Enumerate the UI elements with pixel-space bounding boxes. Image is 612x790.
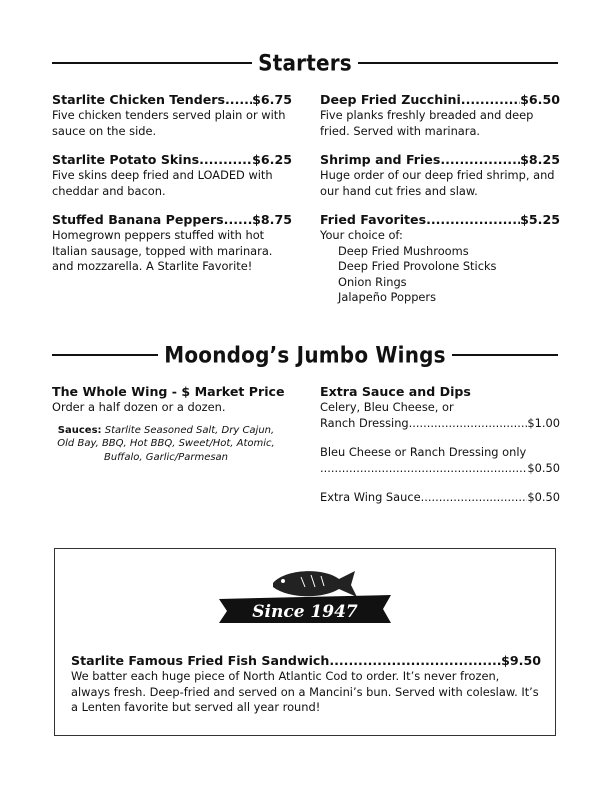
extra-line-5: Extra Wing Sauce ..... $0.50 bbox=[320, 490, 560, 506]
fried-favorites-options bbox=[320, 244, 560, 306]
starters-header bbox=[52, 48, 558, 78]
item-price: $8.75 bbox=[252, 212, 292, 227]
header-rule-left bbox=[52, 62, 252, 64]
item-name: Starlite Chicken Tenders bbox=[52, 92, 225, 107]
starters-title: Starters bbox=[258, 49, 352, 77]
whole-wing-name: The Whole Wing - $ Market Price bbox=[52, 384, 285, 399]
item-description: Five skins deep fried and LOADED with cheddar and bacon. bbox=[52, 168, 273, 198]
wings-title: Moondog’s Jumbo Wings bbox=[164, 341, 446, 369]
item-name: Fried Favorites bbox=[320, 212, 427, 227]
menu-item bbox=[320, 92, 560, 139]
menu-item bbox=[52, 212, 292, 275]
extra-line-4 bbox=[320, 461, 560, 477]
sauces-list bbox=[52, 424, 280, 465]
wings-left-column bbox=[52, 384, 292, 464]
item-name: Starlite Famous Fried Fish Sandwich bbox=[71, 653, 330, 668]
item-price: $1.00 bbox=[527, 415, 560, 430]
list-item: Deep Fried Mushrooms bbox=[338, 243, 469, 258]
item-price: $8.25 bbox=[520, 152, 560, 167]
header-rule-right bbox=[452, 354, 558, 356]
sauces-text: Starlite Seasoned Salt, Dry Cajun, Old Bay, BBQ, Hot BBQ, Sweet/Hot, Atomic, Buffalo, Garlic/Parmesan bbox=[57, 424, 275, 463]
wings-right-column bbox=[320, 384, 560, 506]
list-item: Onion Rings bbox=[338, 274, 407, 289]
item-name: Starlite Potato Skins bbox=[52, 152, 200, 167]
menu-item bbox=[52, 92, 292, 139]
extra-line-3: Bleu Cheese or Ranch Dressing only bbox=[320, 445, 527, 459]
item-price: $6.25 bbox=[252, 152, 292, 167]
item-description: Homegrown peppers stuffed with hot Italian sausage, topped with marinara. and mozzarella. A Starlite Favorite! bbox=[52, 228, 273, 273]
item-name: Stuffed Banana Peppers bbox=[52, 212, 224, 227]
list-item: Deep Fried Provolone Sticks bbox=[338, 259, 497, 273]
fish-icon bbox=[273, 571, 357, 597]
extra-sauce-title: Extra Sauce and Dips bbox=[320, 384, 471, 399]
list-item: Jalapeño Poppers bbox=[338, 290, 437, 304]
item-description: Five planks freshly breaded and deep fried. Served with marinara. bbox=[320, 108, 534, 138]
featured-box bbox=[54, 548, 556, 736]
menu-item bbox=[52, 152, 292, 199]
header-rule-right bbox=[358, 62, 558, 64]
featured-item bbox=[71, 653, 541, 716]
item-price: $9.50 bbox=[501, 653, 541, 668]
item-price: $6.50 bbox=[520, 92, 560, 107]
menu-item bbox=[320, 212, 560, 306]
sauces-label: Sauces: bbox=[57, 424, 102, 436]
item-name: Shrimp and Fries bbox=[320, 152, 441, 167]
logo-text: Since 1947 bbox=[252, 602, 358, 622]
starters-left-column bbox=[52, 92, 292, 288]
item-description: Huge order of our deep fried shrimp, and our hand cut fries and slaw. bbox=[320, 168, 555, 198]
item-name: Deep Fried Zucchini bbox=[320, 92, 461, 107]
header-rule-left bbox=[52, 354, 158, 356]
wings-header bbox=[52, 340, 558, 370]
menu-item bbox=[320, 152, 560, 199]
extra-line-2: Ranch Dressing ..... $1.00 bbox=[320, 416, 560, 432]
item-price: $0.50 bbox=[527, 490, 560, 504]
extra-line-1: Celery, Bleu Cheese, or bbox=[320, 400, 454, 414]
starters-right-column bbox=[320, 92, 560, 319]
item-description: Five chicken tenders served plain or with sauce on the side. bbox=[52, 108, 286, 138]
since-1947-logo-icon bbox=[205, 565, 405, 629]
item-price: $6.75 bbox=[252, 92, 292, 107]
item-description: We batter each huge piece of North Atlantic Cod to order. It’s never frozen, always fresh. Deep-fried and served on a Mancini’s bun. Served with coleslaw. It’s a Lenten favorite but served all year round! bbox=[71, 669, 539, 714]
item-description: Your choice of: bbox=[320, 228, 403, 242]
item-price: $5.25 bbox=[520, 212, 560, 227]
whole-wing-description: Order a half dozen or a dozen. bbox=[52, 400, 226, 414]
item-price: $0.50 bbox=[527, 460, 560, 475]
